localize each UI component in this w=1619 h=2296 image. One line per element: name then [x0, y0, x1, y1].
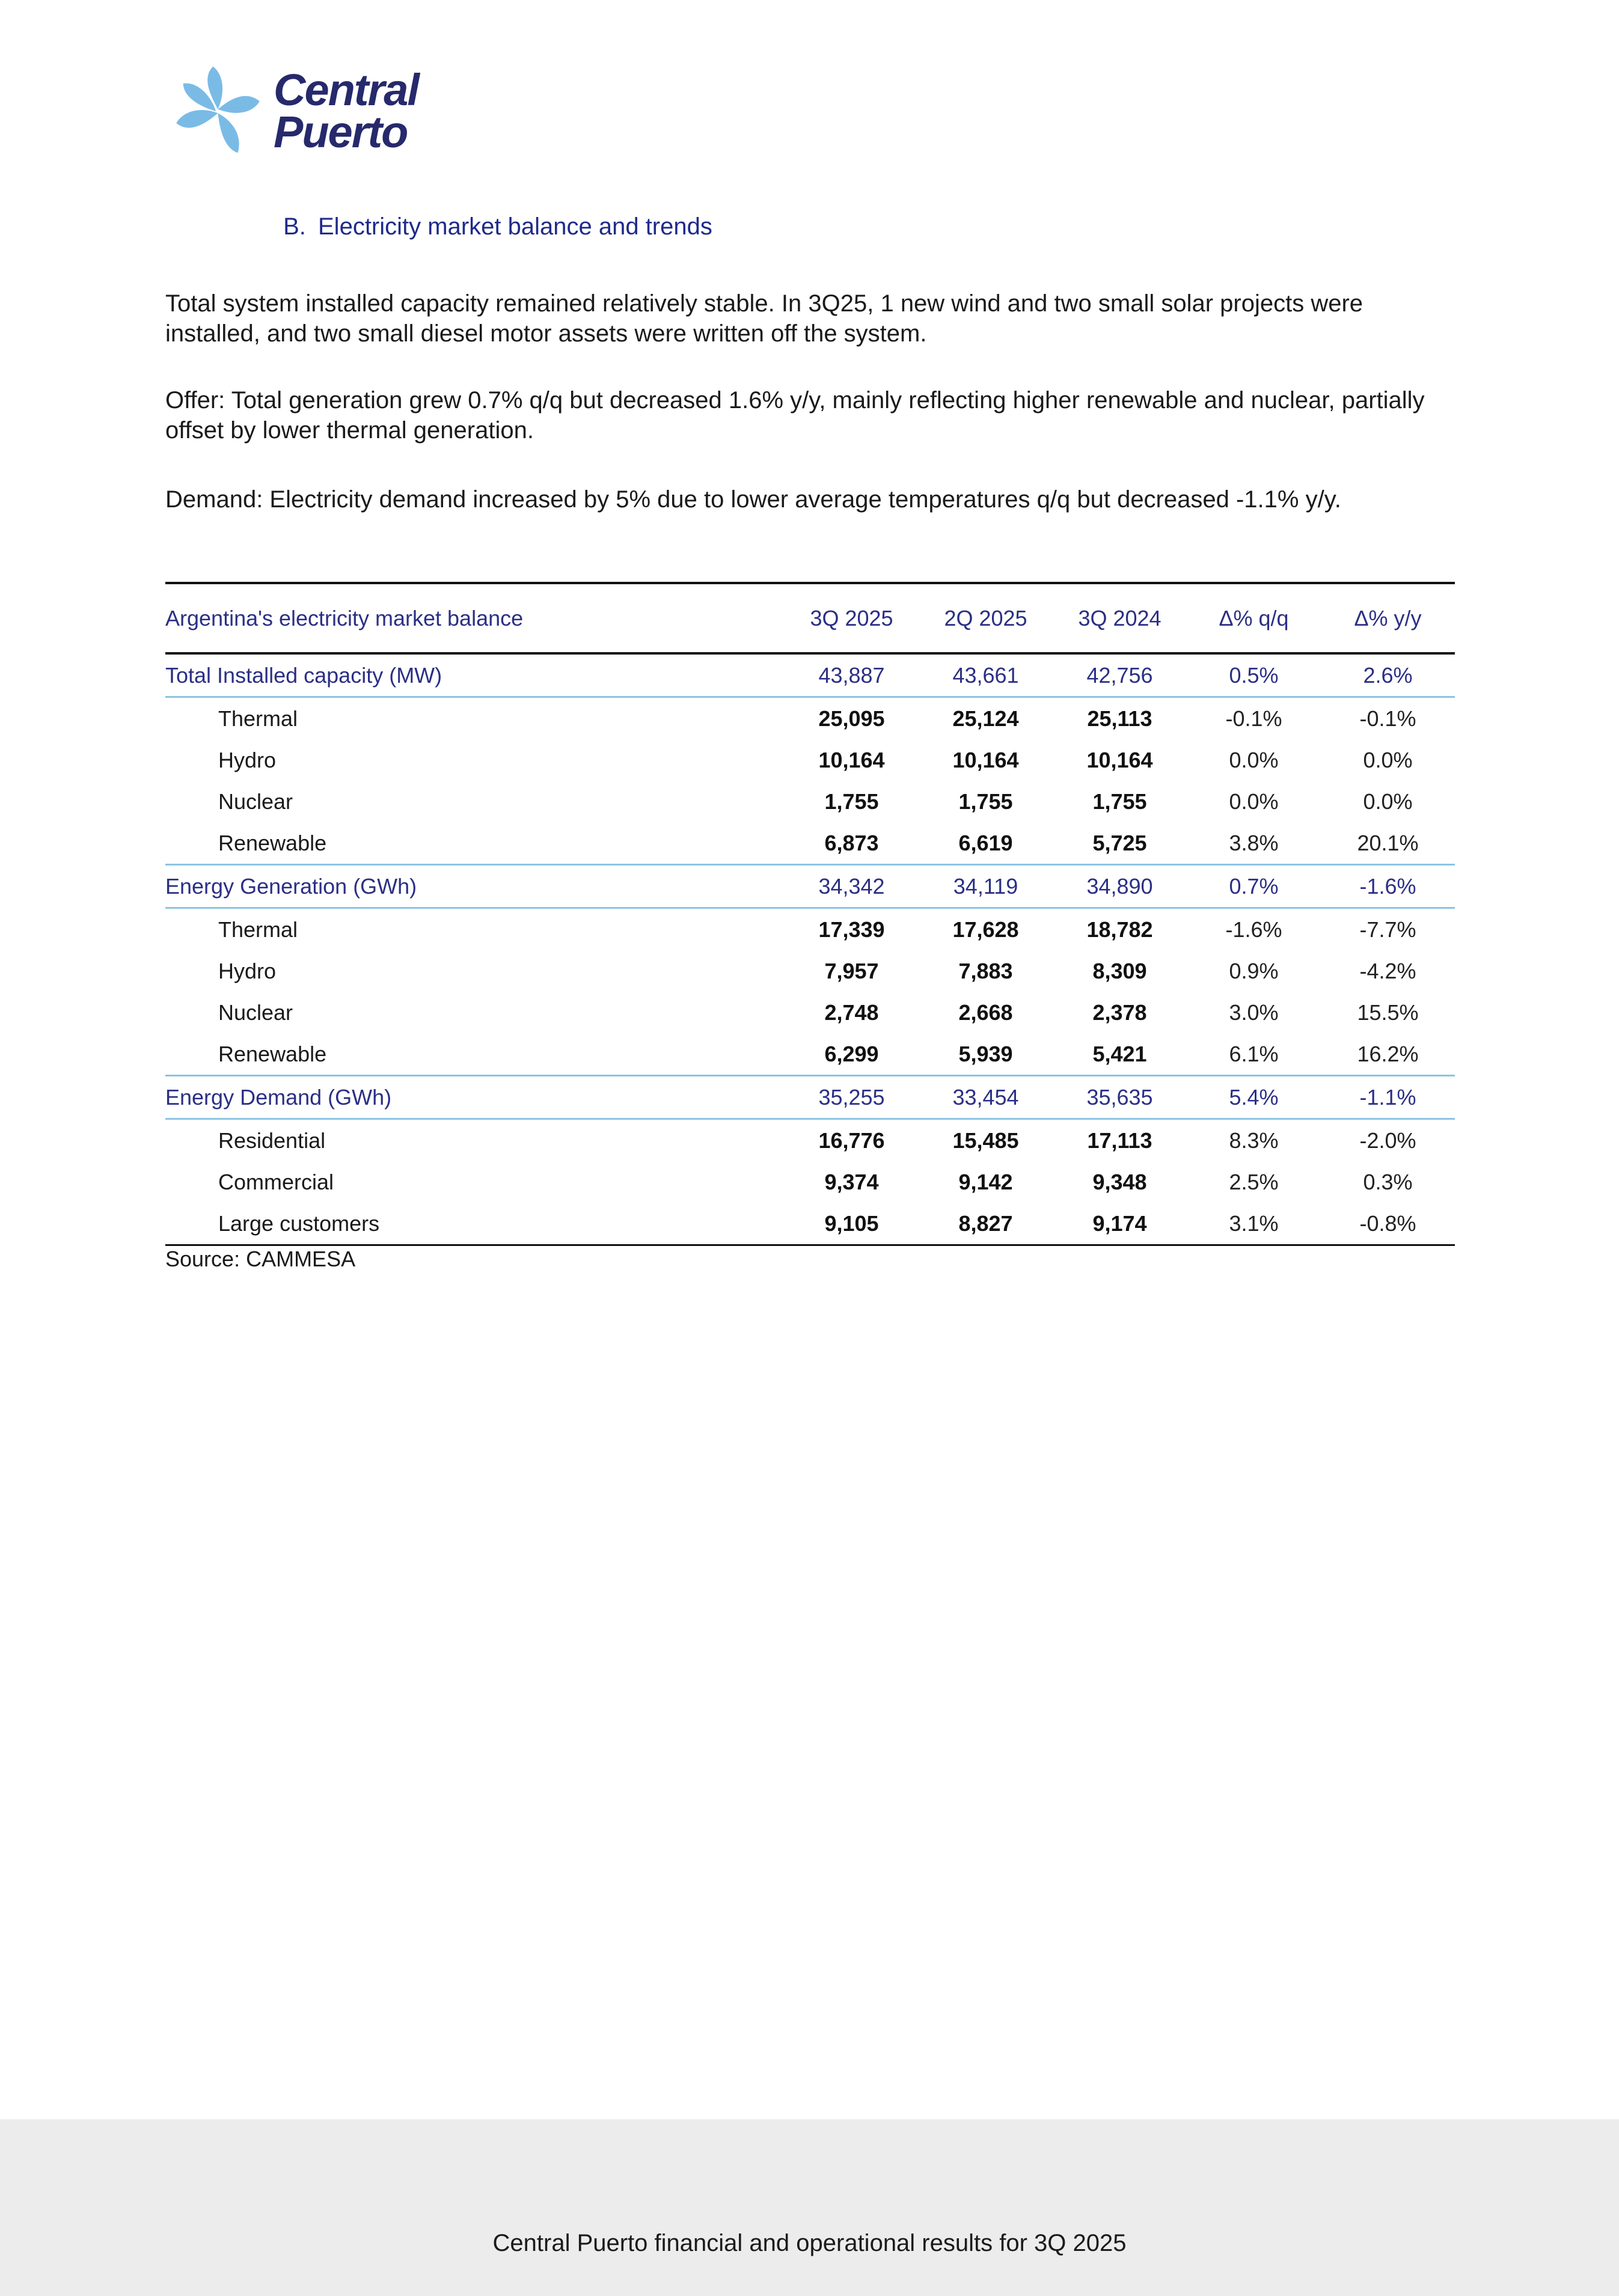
cell-value: 0.5%: [1187, 653, 1321, 697]
row-label: Renewable: [218, 830, 327, 855]
cell-value: 35,635: [1053, 1076, 1187, 1119]
cell-value: 8,309: [1092, 958, 1147, 983]
cell-value: 15.5%: [1357, 1000, 1419, 1025]
cell-value: 0.9%: [1229, 958, 1279, 983]
paragraph-offer: Offer: Total generation grew 0.7% q/q but decreased 1.6% y/y, mainly reflecting higher renewable and nuclear, partially offset by lower thermal generation.: [165, 387, 1425, 444]
company-logo: [168, 57, 445, 165]
cell-value: -4.2%: [1359, 958, 1416, 983]
row-label: Commercial: [218, 1169, 334, 1194]
row-label: Large customers: [165, 1203, 785, 1245]
cell-value: 17,628: [952, 917, 1019, 942]
section-row: [165, 653, 1455, 697]
cell-value: 6,873: [824, 830, 879, 855]
header-3q2024: 3Q 2024: [1053, 583, 1187, 653]
table-row: [165, 739, 1455, 781]
cell-value: 9,105: [785, 1203, 919, 1245]
cell-value: 10,164: [952, 747, 1019, 772]
cell-value: 7,957: [824, 958, 879, 983]
cell-value: 7,883: [958, 958, 1013, 983]
cell-value: 34,119: [919, 865, 1053, 908]
footer-text: Central Puerto financial and operational results for 3Q 2025: [492, 2230, 1127, 2256]
cell-value: 2,378: [1092, 1000, 1147, 1025]
cell-value: -0.1%: [1225, 706, 1282, 731]
table-row: [165, 1161, 1455, 1203]
cell-value: 0.0%: [1363, 789, 1413, 814]
header-label: Argentina's electricity market balance: [165, 583, 785, 653]
cell-value: 6.1%: [1229, 1041, 1279, 1066]
row-label: Thermal: [218, 917, 298, 942]
row-label: Energy Demand (GWh): [165, 1076, 785, 1119]
logo-line1: Central: [274, 65, 418, 115]
logo-line2: Puerto: [274, 107, 408, 157]
section-number: B.: [283, 213, 306, 240]
row-label: Hydro: [218, 958, 277, 983]
cell-value: 2,748: [824, 1000, 879, 1025]
cell-value: 2,668: [958, 1000, 1013, 1025]
cell-value: 1,755: [1092, 789, 1147, 814]
cell-value: 25,113: [1087, 706, 1152, 731]
cell-value: 3.1%: [1187, 1203, 1321, 1245]
cell-value: 25,095: [818, 706, 885, 731]
cell-value: 9,348: [1092, 1169, 1147, 1194]
cell-value: 10,164: [1086, 747, 1153, 772]
table-row: [165, 1119, 1455, 1162]
cell-value: 6,619: [958, 830, 1013, 855]
market-balance-table: [165, 582, 1455, 1246]
table-row: [165, 697, 1455, 740]
cell-value: 0.0%: [1229, 747, 1279, 772]
cell-value: 0.0%: [1229, 789, 1279, 814]
cell-value: 5,421: [1092, 1041, 1147, 1066]
row-label: Renewable: [218, 1041, 327, 1066]
table-row: [165, 950, 1455, 992]
row-label: Total Installed capacity (MW): [165, 653, 785, 697]
row-label: Thermal: [218, 706, 298, 731]
cell-value: -0.8%: [1321, 1203, 1455, 1245]
table-row: [165, 1203, 1455, 1245]
cell-value: 9,142: [958, 1169, 1013, 1194]
paragraph-capacity: Total system installed capacity remained relatively stable. In 3Q25, 1 new wind and two small solar projects were installed, and two small diesel motor assets were written off the system.: [165, 290, 1363, 347]
table-row: [165, 1033, 1455, 1076]
cell-value: 34,890: [1053, 865, 1187, 908]
cell-value: 17,113: [1087, 1128, 1152, 1153]
header-2q2025: 2Q 2025: [919, 583, 1053, 653]
row-label: Nuclear: [218, 1000, 293, 1025]
paragraph-demand: Demand: Electricity demand increased by 5% due to lower average temperatures q/q but decreased -1.1% y/y.: [165, 486, 1341, 513]
cell-value: 5.4%: [1187, 1076, 1321, 1119]
cell-value: 18,782: [1086, 917, 1153, 942]
cell-value: 25,124: [952, 706, 1019, 731]
cell-value: 15,485: [952, 1128, 1019, 1153]
cell-value: 43,887: [785, 653, 919, 697]
cell-value: 2.6%: [1321, 653, 1455, 697]
cell-value: 8.3%: [1229, 1128, 1279, 1153]
cell-value: 3.0%: [1229, 1000, 1279, 1025]
section-row: [165, 865, 1455, 908]
cell-value: 9,374: [824, 1169, 879, 1194]
section-title: Electricity market balance and trends: [318, 213, 712, 240]
table-row: [165, 908, 1455, 951]
footer-band: [0, 2119, 1619, 2296]
cell-value: -2.0%: [1359, 1128, 1416, 1153]
cell-value: 2.5%: [1229, 1169, 1279, 1194]
cell-value: 17,339: [818, 917, 885, 942]
section-heading: [271, 213, 712, 240]
table-row: [165, 781, 1455, 822]
cell-value: 9,174: [1053, 1203, 1187, 1245]
turbine-logo-icon: [168, 60, 268, 162]
cell-value: -1.6%: [1225, 917, 1282, 942]
cell-value: -1.1%: [1321, 1076, 1455, 1119]
row-label: Hydro: [218, 747, 277, 772]
cell-value: 0.7%: [1187, 865, 1321, 908]
section-row: [165, 1076, 1455, 1119]
table-row: [165, 822, 1455, 865]
cell-value: 16.2%: [1357, 1041, 1419, 1066]
table-row: [165, 992, 1455, 1033]
cell-value: 5,939: [958, 1041, 1013, 1066]
cell-value: 5,725: [1092, 830, 1147, 855]
cell-value: 34,342: [785, 865, 919, 908]
table-header-row: [165, 583, 1455, 653]
cell-value: 20.1%: [1357, 830, 1419, 855]
cell-value: 42,756: [1053, 653, 1187, 697]
row-label: Energy Generation (GWh): [165, 865, 785, 908]
cell-value: 33,454: [919, 1076, 1053, 1119]
cell-value: -0.1%: [1359, 706, 1416, 731]
row-label: Nuclear: [218, 789, 293, 814]
header-3q2025: 3Q 2025: [785, 583, 919, 653]
cell-value: 3.8%: [1229, 830, 1279, 855]
cell-value: 1,755: [958, 789, 1013, 814]
cell-value: 0.3%: [1363, 1169, 1413, 1194]
cell-value: 6,299: [824, 1041, 879, 1066]
cell-value: 10,164: [818, 747, 885, 772]
cell-value: 43,661: [919, 653, 1053, 697]
cell-value: -7.7%: [1359, 917, 1416, 942]
cell-value: -1.6%: [1321, 865, 1455, 908]
row-label: Residential: [218, 1128, 326, 1153]
cell-value: 35,255: [785, 1076, 919, 1119]
cell-value: 0.0%: [1363, 747, 1413, 772]
source-note: Source: CAMMESA: [165, 1247, 356, 1271]
cell-value: 1,755: [824, 789, 879, 814]
cell-value: 16,776: [818, 1128, 885, 1153]
header-yoy: Δ% y/y: [1321, 583, 1455, 653]
header-qoq: Δ% q/q: [1187, 583, 1321, 653]
cell-value: 8,827: [919, 1203, 1053, 1245]
